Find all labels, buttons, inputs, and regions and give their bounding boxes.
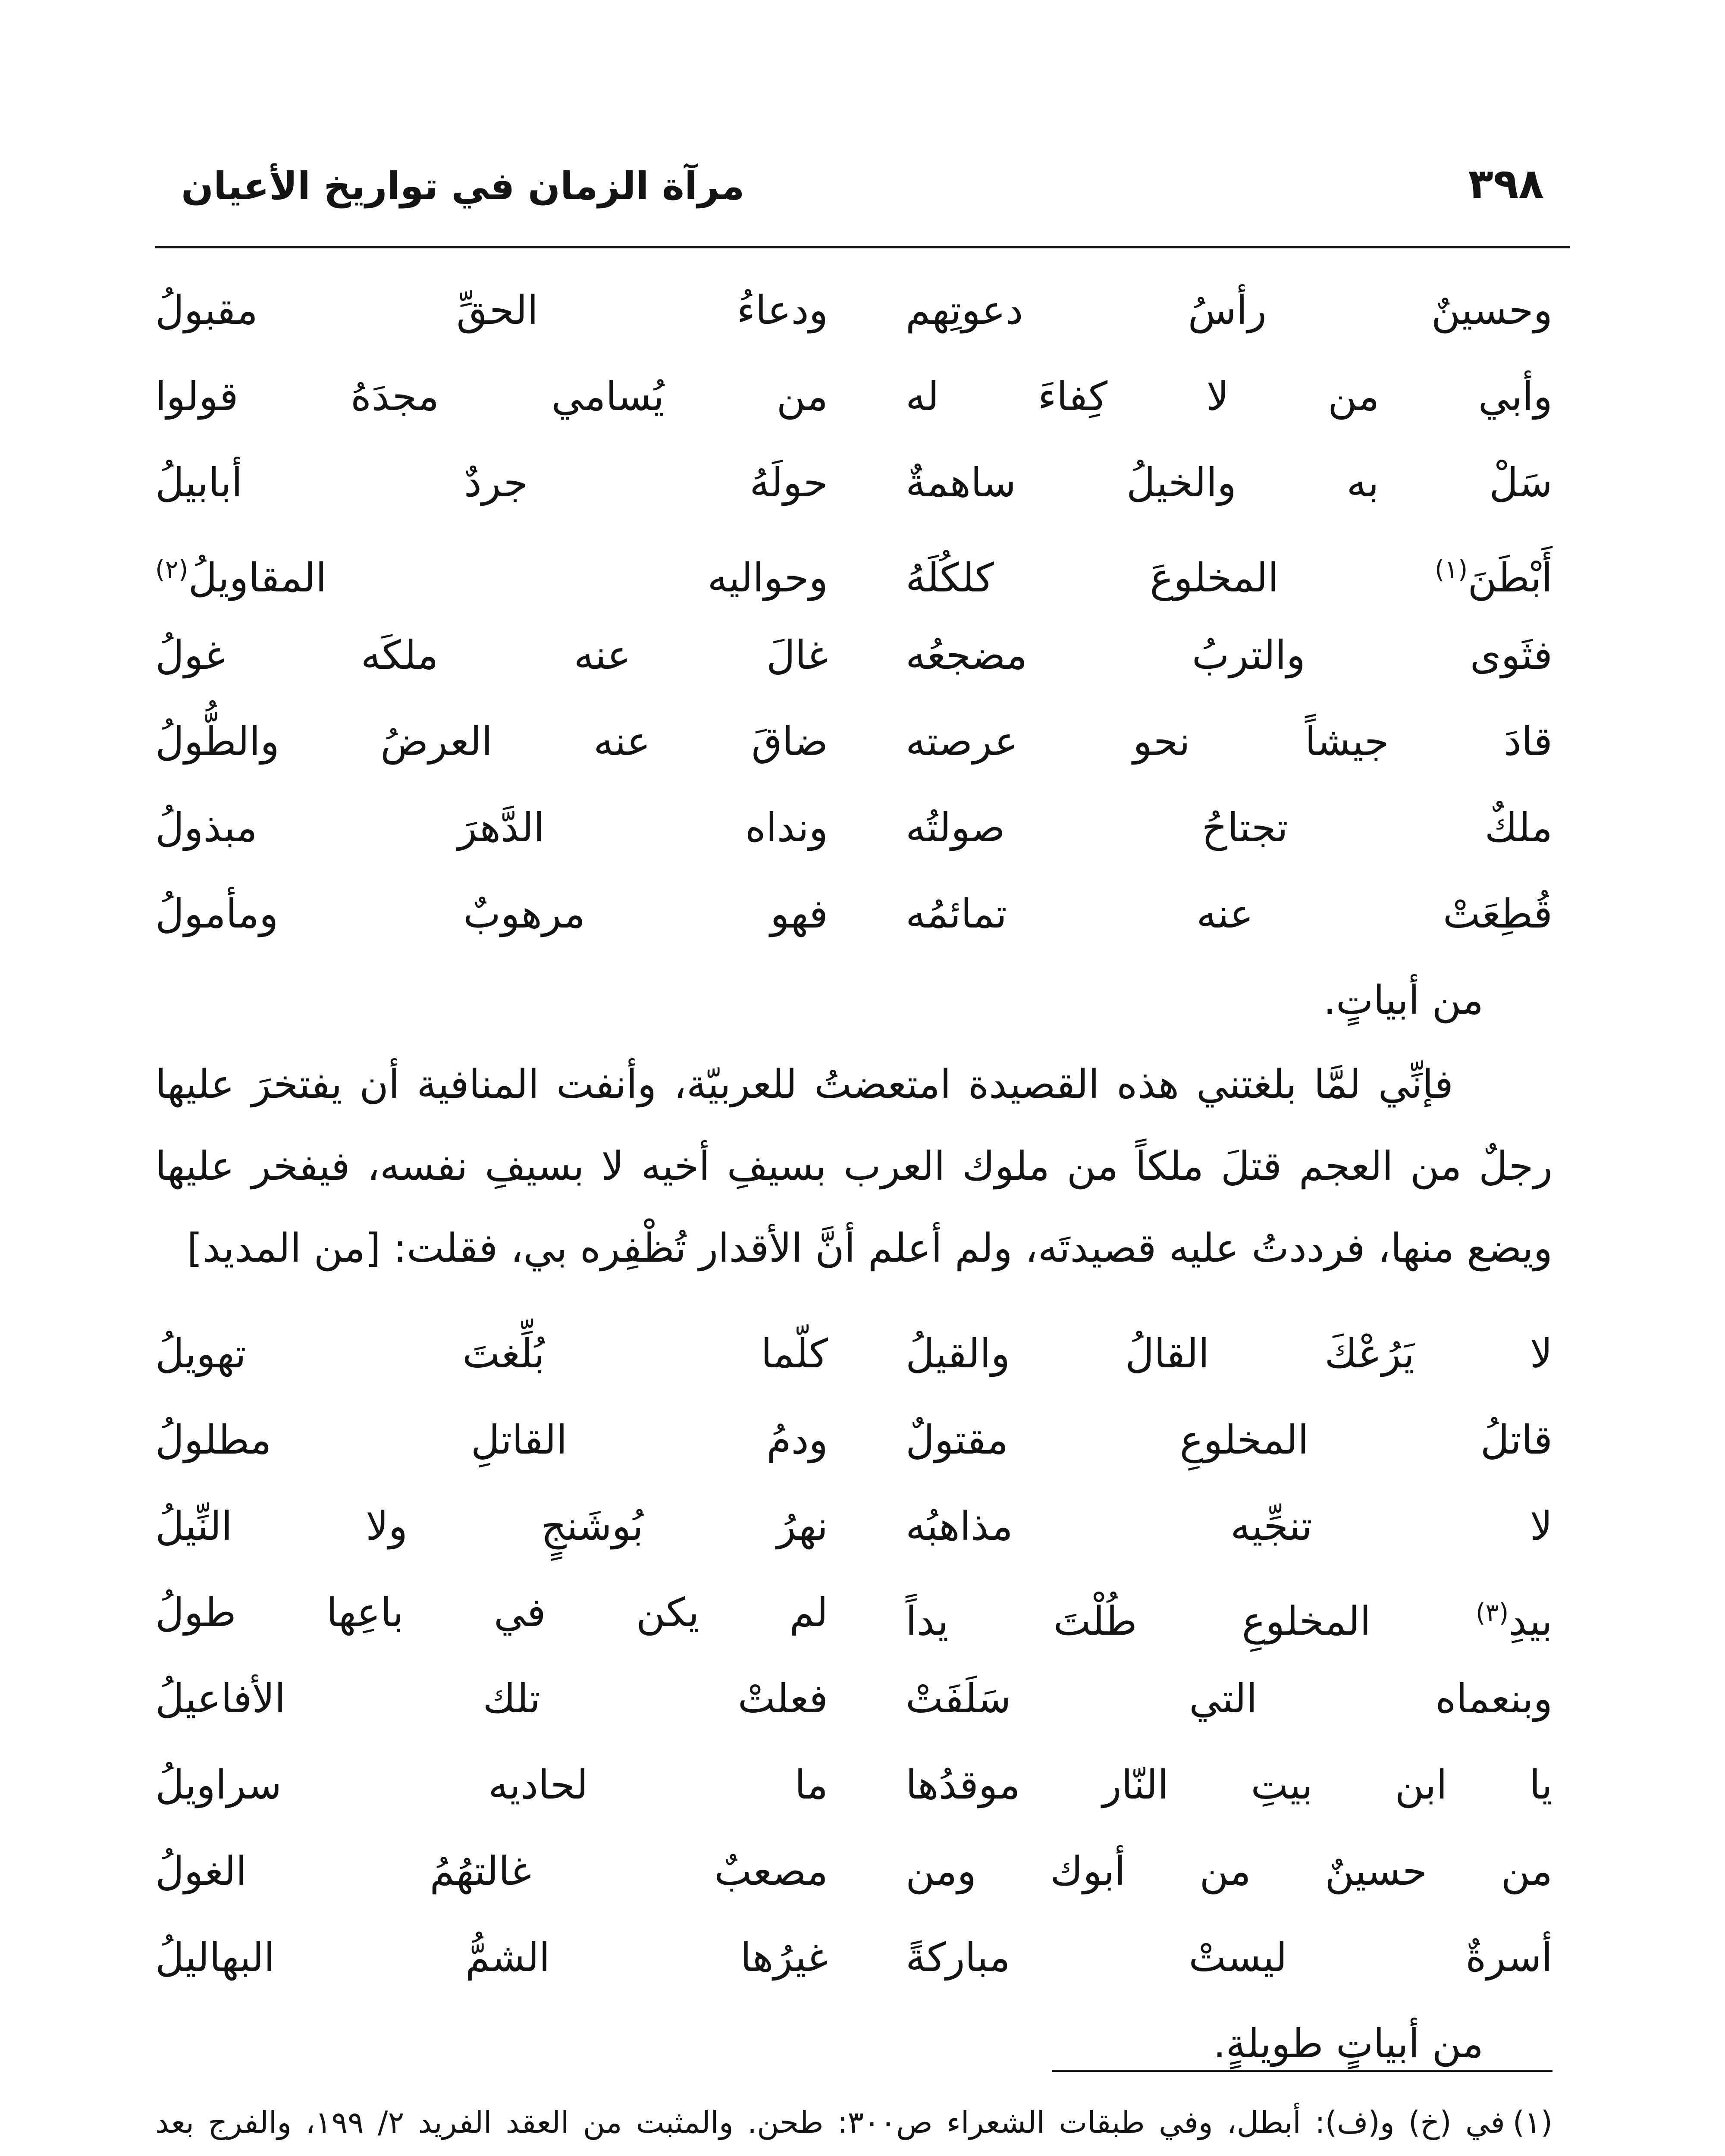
first-hemistich: وبنعماه التي سَلَفَتْ [906,1676,1552,1722]
hemistich-text: أَبْطَنَ [1468,555,1552,601]
second-hemistich [155,526,828,621]
verse [155,354,1552,440]
footnote-text: في (خ) و(ف): أبطل، وفي طبقات الشعراء ص٣٠٠: طحن. والمثبت من العقد الفريد ٢/ ١٩٩، والفرج بعد [155,2105,1505,2140]
second-hemistich: ضاقَ عنه العرضُ والطُّولُ [155,718,828,765]
hemistich-text: وحواليه المقاويلُ [188,555,828,601]
first-hemistich: وحسينٌ رأسُ دعوتِهم [906,287,1552,333]
second-hemistich: ما لحاديه سراويلُ [155,1762,828,1808]
second-hemistich: كلّما بُلِّغتَ تهويلُ [155,1331,828,1377]
first-hemistich: من حسينٌ من أبوك ومن [906,1848,1552,1894]
footnote-reference[interactable]: (٣) [1475,1598,1509,1627]
paragraph-text: فإنِّي لمَّا بلغتني هذه القصيدة امتعضتُ للعربيّة، وأنفت المنافية أن يفتخرَ عليها رجلٌ من العجم قتلَ ملكاً من ملوك العرب بسيفِ أخيه لا بسيفِ نفسه، فيفخر عليها ويضع منها، فرددتُ عليه قصيدتَه، ولم أعلم أنَّ الأقدار تُظْفِره بي، فقلت: [من المديد] [155,1061,1552,1271]
hemistich-text: بيدِ [1509,1598,1552,1645]
footnote-rule [1052,2070,1552,2072]
poem-2-closing-note: من أبياتٍ طويلةٍ. [1213,2021,1484,2067]
first-hemistich: وأبي من لا كِفاءَ له [906,373,1552,420]
footnote-reference[interactable]: (١) [1434,555,1468,584]
first-hemistich: لا تنجِّيه مذاهبُه [906,1503,1552,1549]
page-number: ٣٩٨ [1468,160,1544,208]
second-hemistich: من يُسامي مجدَهُ قولوا [155,373,828,420]
first-hemistich: لا يَرُعْكَ القالُ والقيلُ [906,1331,1552,1377]
footnote-marker: (١) [1512,2105,1553,2140]
verse [155,267,1552,354]
first-hemistich: ملكٌ تجتاحُ صولتُه [906,805,1552,851]
second-hemistich: فهو مرهوبٌ ومأمولُ [155,891,828,937]
verse [155,1483,1552,1570]
first-hemistich: قُطِعَتْ عنه تمائمُه [906,891,1552,937]
second-hemistich: ودعاءُ الحقِّ مقبولُ [155,287,828,333]
verse [155,440,1552,526]
first-hemistich: سَلْ به والخيلُ ساهمةٌ [906,460,1552,506]
poem-1-closing-note: من أبياتٍ. [1323,977,1484,1023]
footnotes [155,2096,1552,2156]
header-rule [155,246,1570,248]
verse [155,1828,1552,1915]
first-hemistich: أسرةٌ ليستْ مباركةً [906,1934,1552,1981]
verse [155,1742,1552,1828]
verse [155,1311,1552,1397]
second-hemistich: غيرُها الشمُّ البهاليلُ [155,1934,828,1981]
second-hemistich: فعلتْ تلك الأفاعيلُ [155,1676,828,1722]
running-title: مرآة الزمان في تواريخ الأعيان [181,164,745,208]
poem-2 [155,1311,1552,2001]
second-hemistich: لم يكن في باعِها طولُ [155,1589,828,1636]
second-hemistich: ودمُ القاتلِ مطلولُ [155,1417,828,1463]
verse [155,1656,1552,1742]
verse [155,1570,1552,1656]
second-hemistich: مصعبٌ غالتهُمُ الغولُ [155,1848,828,1894]
first-hemistich: فثَوى والتربُ مضجعُه [906,632,1552,678]
page-header [155,147,1570,233]
first-hemistich [906,1570,1552,1665]
first-hemistich [906,526,1552,621]
verse [155,526,1552,612]
first-hemistich: قاتلُ المخلوعِ مقتولٌ [906,1417,1552,1463]
second-hemistich: ونداه الدَّهرَ مبذولُ [155,805,828,851]
first-hemistich: قادَ جيشاً نحو عرصته [906,718,1552,765]
second-hemistich: غالَ عنه ملكَه غولُ [155,632,828,678]
second-hemistich: حولَهُ جردٌ أبابيلُ [155,460,828,506]
verse [155,785,1552,871]
verse [155,699,1552,785]
first-hemistich: يا ابن بيتِ النّار موقدُها [906,1762,1552,1808]
second-hemistich: نهرُ بُوشَنجٍ ولا النِّيلُ [155,1503,828,1549]
hemistich-text: المخلوعَ كلكُلَهُ [906,555,1279,601]
poem-1 [155,267,1552,957]
footnote-1 [155,2096,1552,2156]
footnote-reference[interactable]: (٢) [155,555,188,584]
verse [155,1397,1552,1483]
verse [155,1915,1552,2001]
verse [155,871,1552,957]
verse [155,612,1552,699]
hemistich-text: المخلوعِ طُلْتَ يداً [906,1598,1371,1645]
prose-paragraph [155,1044,1552,1289]
